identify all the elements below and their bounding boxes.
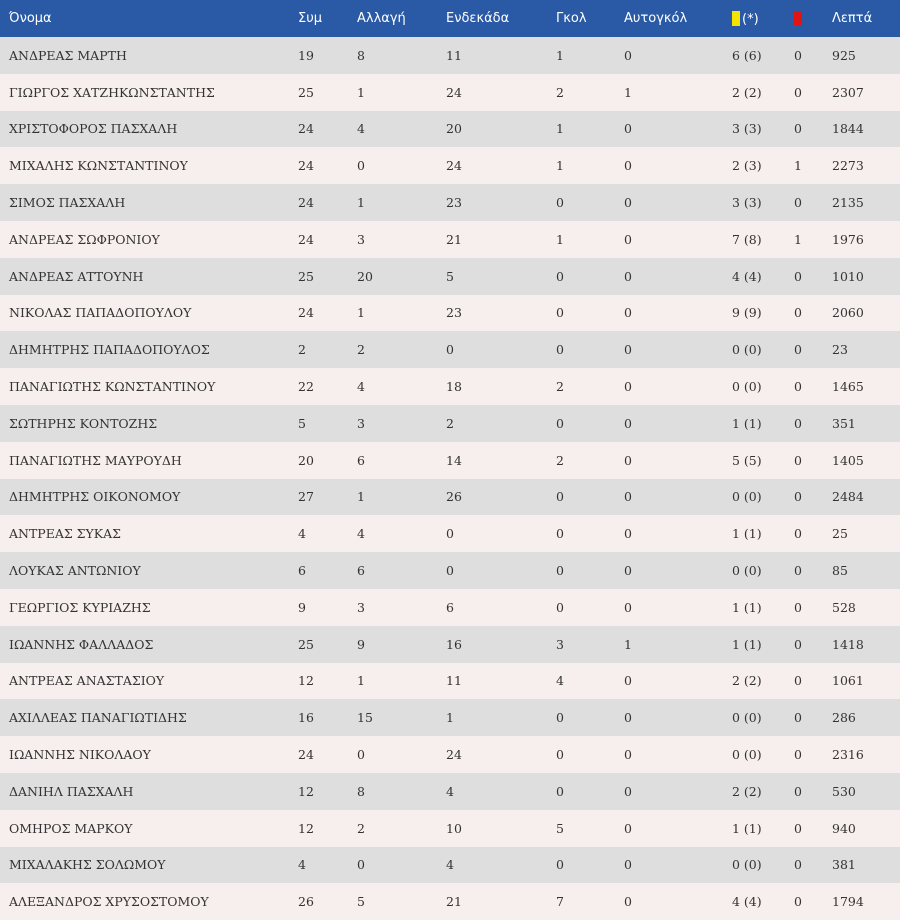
cell-name: ΓΕΩΡΓΙΟΣ ΚΥΡΙΑΖΗΣ (9, 599, 151, 615)
cell-own-goals: 0 (624, 305, 632, 321)
cell-subs: 1 (357, 195, 365, 211)
table-row (0, 111, 900, 148)
cell-name: ΣΩΤΗΡΗΣ ΚΟΝΤΟΖΗΣ (9, 415, 158, 431)
cell-own-goals: 0 (624, 894, 632, 910)
cell-red-cards: 0 (794, 195, 802, 211)
header-yellow-label: (*) (742, 11, 759, 27)
cell-yellow-cards: 4 (4) (732, 894, 762, 910)
cell-own-goals: 0 (624, 379, 632, 395)
table-row (0, 810, 900, 847)
cell-goals: 2 (556, 379, 564, 395)
cell-own-goals: 0 (624, 563, 632, 579)
cell-name: ΓΙΩΡΓΟΣ ΧΑΤΖΗΚΩΝΣΤΑΝΤΗΣ (9, 84, 215, 100)
cell-red-cards: 0 (794, 121, 802, 137)
header-row (0, 0, 900, 37)
cell-red-cards: 0 (794, 489, 802, 505)
cell-starts: 24 (446, 84, 462, 100)
cell-starts: 2 (446, 415, 454, 431)
cell-starts: 26 (446, 489, 462, 505)
table-row (0, 479, 900, 516)
cell-name: ΔΑΝΙΗΛ ΠΑΣΧΑΛΗ (9, 783, 134, 799)
cell-yellow-cards: 2 (2) (732, 673, 762, 689)
table-row (0, 405, 900, 442)
table-row (0, 552, 900, 589)
cell-minutes: 1061 (832, 673, 864, 689)
cell-yellow-cards: 1 (1) (732, 636, 762, 652)
table-row (0, 442, 900, 479)
cell-yellow-cards: 3 (3) (732, 121, 762, 137)
cell-yellow-cards: 0 (0) (732, 379, 762, 395)
table-row (0, 258, 900, 295)
table-row (0, 883, 900, 920)
cell-subs: 0 (357, 158, 365, 174)
cell-red-cards: 0 (794, 599, 802, 615)
cell-subs: 2 (357, 342, 365, 358)
header-apps[interactable]: Συμ (298, 11, 323, 26)
cell-goals: 0 (556, 563, 564, 579)
cell-own-goals: 0 (624, 268, 632, 284)
cell-own-goals: 0 (624, 47, 632, 63)
cell-minutes: 2060 (832, 305, 864, 321)
cell-own-goals: 0 (624, 673, 632, 689)
table-row (0, 699, 900, 736)
cell-red-cards: 0 (794, 747, 802, 763)
cell-apps: 25 (298, 268, 314, 284)
cell-yellow-cards: 2 (2) (732, 84, 762, 100)
cell-goals: 0 (556, 526, 564, 542)
cell-yellow-cards: 2 (2) (732, 783, 762, 799)
cell-goals: 1 (556, 231, 564, 247)
cell-starts: 14 (446, 452, 462, 468)
table-row (0, 663, 900, 700)
cell-goals: 0 (556, 268, 564, 284)
cell-apps: 4 (298, 857, 306, 873)
cell-minutes: 2484 (832, 489, 864, 505)
cell-own-goals: 0 (624, 599, 632, 615)
cell-red-cards: 0 (794, 857, 802, 873)
cell-subs: 1 (357, 489, 365, 505)
header-name[interactable]: Όνομα (9, 11, 52, 26)
cell-red-cards: 0 (794, 526, 802, 542)
cell-minutes: 528 (832, 599, 856, 615)
cell-red-cards: 1 (794, 231, 802, 247)
cell-red-cards: 0 (794, 820, 802, 836)
cell-apps: 25 (298, 636, 314, 652)
cell-apps: 16 (298, 710, 314, 726)
cell-starts: 24 (446, 747, 462, 763)
cell-own-goals: 0 (624, 415, 632, 431)
header-own-goals[interactable]: Αυτογκόλ (624, 11, 688, 26)
cell-starts: 21 (446, 894, 462, 910)
cell-apps: 9 (298, 599, 306, 615)
cell-goals: 2 (556, 452, 564, 468)
cell-name: ΠΑΝΑΓΙΩΤΗΣ ΜΑΥΡΟΥΔΗ (9, 452, 182, 468)
cell-starts: 0 (446, 526, 454, 542)
cell-yellow-cards: 7 (8) (732, 231, 762, 247)
cell-starts: 5 (446, 268, 454, 284)
table-body (0, 37, 900, 920)
cell-own-goals: 0 (624, 342, 632, 358)
cell-apps: 24 (298, 747, 314, 763)
cell-apps: 27 (298, 489, 314, 505)
cell-goals: 1 (556, 47, 564, 63)
cell-starts: 16 (446, 636, 462, 652)
table-row (0, 847, 900, 884)
cell-minutes: 1010 (832, 268, 864, 284)
cell-apps: 24 (298, 195, 314, 211)
cell-starts: 4 (446, 857, 454, 873)
cell-apps: 26 (298, 894, 314, 910)
cell-goals: 0 (556, 489, 564, 505)
cell-goals: 1 (556, 121, 564, 137)
cell-red-cards: 0 (794, 342, 802, 358)
cell-name: ΙΩΑΝΝΗΣ ΦΑΛΛΑΔΟΣ (9, 636, 154, 652)
table-header (0, 0, 900, 37)
cell-red-cards: 0 (794, 894, 802, 910)
cell-starts: 0 (446, 563, 454, 579)
cell-red-cards: 0 (794, 305, 802, 321)
cell-red-cards: 0 (794, 563, 802, 579)
cell-goals: 0 (556, 195, 564, 211)
cell-minutes: 286 (832, 710, 856, 726)
cell-name: ΔΗΜΗΤΡΗΣ ΠΑΠΑΔΟΠΟΥΛΟΣ (9, 342, 210, 358)
cell-yellow-cards: 5 (5) (732, 452, 762, 468)
cell-subs: 6 (357, 563, 365, 579)
cell-own-goals: 1 (624, 84, 632, 100)
cell-apps: 20 (298, 452, 314, 468)
cell-name: ΔΗΜΗΤΡΗΣ ΟΙΚΟΝΟΜΟΥ (9, 489, 181, 505)
cell-subs: 1 (357, 673, 365, 689)
cell-name: ΠΑΝΑΓΙΩΤΗΣ ΚΩΝΣΤΑΝΤΙΝΟΥ (9, 379, 216, 395)
cell-yellow-cards: 1 (1) (732, 526, 762, 542)
cell-yellow-cards: 0 (0) (732, 342, 762, 358)
cell-red-cards: 0 (794, 268, 802, 284)
cell-subs: 4 (357, 526, 365, 542)
yellow-card-icon (732, 11, 740, 26)
table-row (0, 773, 900, 810)
cell-name: ΑΝΔΡΕΑΣ ΑΤΤΟΥΝΗ (9, 268, 144, 284)
cell-subs: 4 (357, 121, 365, 137)
table-row (0, 589, 900, 626)
header-red-cards[interactable] (794, 0, 832, 37)
cell-subs: 3 (357, 231, 365, 247)
cell-red-cards: 1 (794, 158, 802, 174)
cell-goals: 0 (556, 415, 564, 431)
cell-goals: 0 (556, 857, 564, 873)
cell-starts: 10 (446, 820, 462, 836)
cell-name: ΝΙΚΟΛΑΣ ΠΑΠΑΔΟΠΟΥΛΟΥ (9, 305, 192, 321)
table-row (0, 147, 900, 184)
table-row (0, 37, 900, 74)
cell-starts: 1 (446, 710, 454, 726)
cell-goals: 4 (556, 673, 564, 689)
cell-minutes: 1405 (832, 452, 864, 468)
cell-yellow-cards: 1 (1) (732, 820, 762, 836)
cell-subs: 5 (357, 894, 365, 910)
cell-apps: 2 (298, 342, 306, 358)
cell-own-goals: 0 (624, 452, 632, 468)
cell-subs: 2 (357, 820, 365, 836)
cell-starts: 23 (446, 195, 462, 211)
cell-yellow-cards: 0 (0) (732, 563, 762, 579)
cell-starts: 24 (446, 158, 462, 174)
cell-apps: 19 (298, 47, 314, 63)
cell-own-goals: 0 (624, 710, 632, 726)
cell-apps: 5 (298, 415, 306, 431)
cell-minutes: 85 (832, 563, 848, 579)
table-row (0, 331, 900, 368)
cell-goals: 0 (556, 747, 564, 763)
cell-starts: 21 (446, 231, 462, 247)
cell-subs: 3 (357, 599, 365, 615)
cell-apps: 24 (298, 158, 314, 174)
cell-own-goals: 0 (624, 857, 632, 873)
cell-subs: 4 (357, 379, 365, 395)
cell-name: ΑΝΤΡΕΑΣ ΑΝΑΣΤΑΣΙΟΥ (9, 673, 165, 689)
cell-apps: 24 (298, 305, 314, 321)
cell-subs: 3 (357, 415, 365, 431)
cell-goals: 5 (556, 820, 564, 836)
cell-minutes: 1465 (832, 379, 864, 395)
cell-goals: 0 (556, 710, 564, 726)
red-card-icon (794, 11, 802, 26)
header-goals[interactable]: Γκολ (556, 11, 587, 26)
cell-subs: 9 (357, 636, 365, 652)
cell-apps: 12 (298, 673, 314, 689)
cell-name: ΧΡΙΣΤΟΦΟΡΟΣ ΠΑΣΧΑΛΗ (9, 121, 178, 137)
header-starts[interactable]: Ενδεκάδα (446, 11, 510, 26)
cell-red-cards: 0 (794, 710, 802, 726)
cell-apps: 25 (298, 84, 314, 100)
cell-minutes: 23 (832, 342, 848, 358)
cell-yellow-cards: 0 (0) (732, 747, 762, 763)
cell-name: ΣΙΜΟΣ ΠΑΣΧΑΛΗ (9, 195, 126, 211)
cell-own-goals: 0 (624, 489, 632, 505)
cell-goals: 0 (556, 783, 564, 799)
cell-goals: 0 (556, 599, 564, 615)
cell-apps: 24 (298, 231, 314, 247)
cell-starts: 18 (446, 379, 462, 395)
cell-minutes: 2135 (832, 195, 864, 211)
cell-minutes: 530 (832, 783, 856, 799)
table-row (0, 221, 900, 258)
cell-minutes: 1794 (832, 894, 864, 910)
cell-own-goals: 0 (624, 121, 632, 137)
cell-minutes: 1976 (832, 231, 864, 247)
cell-red-cards: 0 (794, 452, 802, 468)
cell-apps: 12 (298, 820, 314, 836)
cell-minutes: 1844 (832, 121, 864, 137)
cell-yellow-cards: 0 (0) (732, 857, 762, 873)
header-yellow-cards[interactable] (732, 0, 794, 37)
table-row (0, 626, 900, 663)
cell-name: ΟΜΗΡΟΣ ΜΑΡΚΟΥ (9, 820, 133, 836)
cell-yellow-cards: 1 (1) (732, 599, 762, 615)
cell-own-goals: 1 (624, 636, 632, 652)
cell-starts: 6 (446, 599, 454, 615)
cell-yellow-cards: 2 (3) (732, 158, 762, 174)
cell-apps: 12 (298, 783, 314, 799)
cell-subs: 15 (357, 710, 373, 726)
cell-name: ΛΟΥΚΑΣ ΑΝΤΩΝΙΟΥ (9, 563, 141, 579)
cell-subs: 8 (357, 47, 365, 63)
cell-yellow-cards: 6 (6) (732, 47, 762, 63)
cell-own-goals: 0 (624, 526, 632, 542)
cell-subs: 1 (357, 305, 365, 321)
cell-subs: 0 (357, 857, 365, 873)
cell-name: ΜΙΧΑΛΗΣ ΚΩΝΣΤΑΝΤΙΝΟΥ (9, 158, 188, 174)
cell-goals: 7 (556, 894, 564, 910)
cell-minutes: 1418 (832, 636, 864, 652)
cell-name: ΙΩΑΝΝΗΣ ΝΙΚΟΛΑΟΥ (9, 747, 151, 763)
cell-red-cards: 0 (794, 673, 802, 689)
cell-starts: 20 (446, 121, 462, 137)
cell-subs: 0 (357, 747, 365, 763)
cell-minutes: 940 (832, 820, 856, 836)
cell-red-cards: 0 (794, 636, 802, 652)
cell-goals: 0 (556, 305, 564, 321)
cell-minutes: 2273 (832, 158, 864, 174)
cell-subs: 8 (357, 783, 365, 799)
cell-red-cards: 0 (794, 783, 802, 799)
cell-name: ΑΛΕΞΑΝΔΡΟΣ ΧΡΥΣΟΣΤΟΜΟΥ (9, 894, 209, 910)
cell-goals: 1 (556, 158, 564, 174)
cell-name: ΑΝΤΡΕΑΣ ΣΥΚΑΣ (9, 526, 121, 542)
cell-minutes: 381 (832, 857, 856, 873)
cell-apps: 4 (298, 526, 306, 542)
cell-apps: 24 (298, 121, 314, 137)
cell-red-cards: 0 (794, 415, 802, 431)
table-row (0, 74, 900, 111)
cell-starts: 4 (446, 783, 454, 799)
header-subs[interactable]: Αλλαγή (357, 11, 406, 26)
cell-yellow-cards: 9 (9) (732, 305, 762, 321)
cell-yellow-cards: 0 (0) (732, 489, 762, 505)
cell-minutes: 2316 (832, 747, 864, 763)
cell-minutes: 925 (832, 47, 856, 63)
cell-name: ΑΝΔΡΕΑΣ ΜΑΡΤΗ (9, 47, 127, 63)
cell-apps: 22 (298, 379, 314, 395)
cell-own-goals: 0 (624, 195, 632, 211)
cell-starts: 23 (446, 305, 462, 321)
cell-minutes: 351 (832, 415, 856, 431)
cell-own-goals: 0 (624, 231, 632, 247)
cell-yellow-cards: 4 (4) (732, 268, 762, 284)
cell-red-cards: 0 (794, 84, 802, 100)
header-minutes[interactable]: Λεπτά (832, 11, 873, 26)
cell-goals: 2 (556, 84, 564, 100)
cell-own-goals: 0 (624, 158, 632, 174)
cell-own-goals: 0 (624, 747, 632, 763)
cell-subs: 6 (357, 452, 365, 468)
table-row (0, 736, 900, 773)
cell-name: ΑΧΙΛΛΕΑΣ ΠΑΝΑΓΙΩΤΙΔΗΣ (9, 710, 187, 726)
table-row (0, 515, 900, 552)
table-row (0, 295, 900, 332)
cell-name: ΜΙΧΑΛΑΚΗΣ ΣΟΛΩΜΟΥ (9, 857, 166, 873)
table-row (0, 184, 900, 221)
cell-goals: 3 (556, 636, 564, 652)
table-row (0, 368, 900, 405)
cell-starts: 11 (446, 47, 462, 63)
cell-goals: 0 (556, 342, 564, 358)
cell-own-goals: 0 (624, 820, 632, 836)
cell-own-goals: 0 (624, 783, 632, 799)
cell-starts: 0 (446, 342, 454, 358)
cell-name: ΑΝΔΡΕΑΣ ΣΩΦΡΟΝΙΟΥ (9, 231, 160, 247)
cell-yellow-cards: 0 (0) (732, 710, 762, 726)
cell-subs: 1 (357, 84, 365, 100)
cell-starts: 11 (446, 673, 462, 689)
cell-red-cards: 0 (794, 47, 802, 63)
cell-subs: 20 (357, 268, 373, 284)
cell-yellow-cards: 1 (1) (732, 415, 762, 431)
cell-yellow-cards: 3 (3) (732, 195, 762, 211)
cell-apps: 6 (298, 563, 306, 579)
cell-minutes: 25 (832, 526, 848, 542)
cell-red-cards: 0 (794, 379, 802, 395)
cell-minutes: 2307 (832, 84, 864, 100)
